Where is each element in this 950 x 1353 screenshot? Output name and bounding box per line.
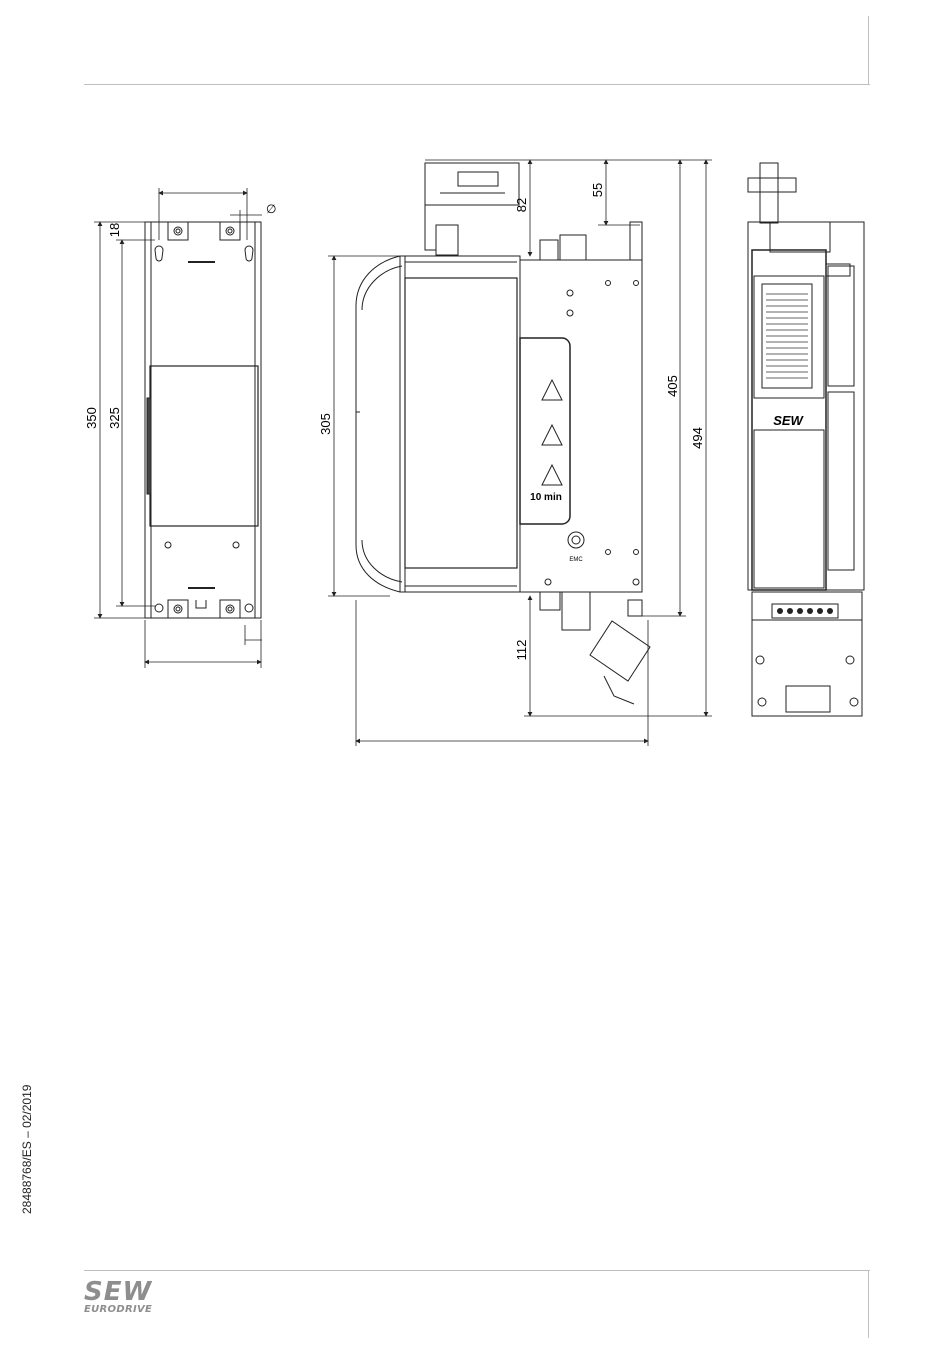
dim-350: 350	[84, 407, 99, 429]
dim-405: 405	[665, 375, 680, 397]
dim-112: 112	[514, 639, 529, 661]
dim-18: 18	[107, 222, 122, 238]
company-logo-subtitle: EURODRIVE	[84, 1304, 153, 1315]
front-sew-logo: SEW	[773, 413, 803, 428]
dim-325: 325	[107, 407, 122, 429]
dim-494: 494	[690, 427, 705, 449]
dim-305: 305	[318, 413, 333, 435]
dim-55: 55	[590, 182, 605, 198]
front-keypad-lines	[766, 294, 808, 378]
rear-view	[145, 222, 261, 618]
side-view	[356, 163, 650, 704]
warning-time-label: 10 min	[530, 492, 562, 503]
dim-diameter: ∅	[266, 202, 277, 216]
document-code: 28488768/ES – 02/2019	[20, 1084, 34, 1214]
dim-82: 82	[514, 197, 529, 213]
company-logo: SEW	[84, 1277, 153, 1307]
emc-label: EMC	[569, 557, 583, 563]
terminal-block	[777, 608, 833, 614]
front-view	[748, 163, 864, 716]
